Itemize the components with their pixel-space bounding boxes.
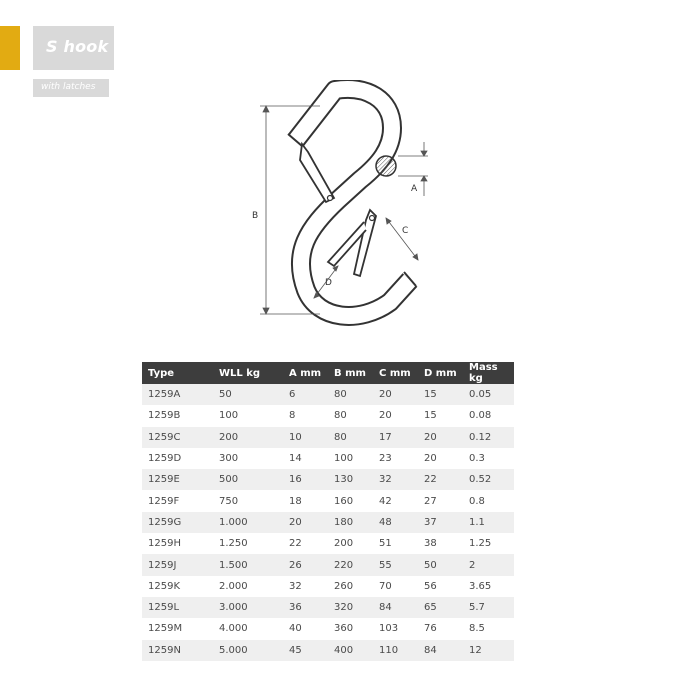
table-cell: 360 (328, 618, 373, 639)
table-cell: 20 (283, 512, 328, 533)
table-row (142, 405, 514, 426)
spec-table (142, 362, 514, 661)
table-cell: 32 (373, 469, 418, 490)
table-cell: 20 (418, 448, 463, 469)
table-cell: 100 (328, 448, 373, 469)
table-cell: 1259F (142, 490, 213, 511)
table-cell: 38 (418, 533, 463, 554)
table-cell: 500 (213, 469, 283, 490)
table-cell: 20 (373, 384, 418, 405)
table-cell: 1.250 (213, 533, 283, 554)
top-latch (300, 144, 334, 202)
table-row (142, 576, 514, 597)
page-subtitle: with latches (41, 82, 96, 92)
table-cell: 37 (418, 512, 463, 533)
label-b: B (252, 211, 259, 221)
table-cell: 80 (328, 427, 373, 448)
s-hook-diagram (240, 80, 440, 340)
column-header: B mm (328, 362, 373, 384)
table-cell: 15 (418, 405, 463, 426)
table-cell: 22 (418, 469, 463, 490)
table-cell: 3.65 (463, 576, 514, 597)
table-cell: 6 (283, 384, 328, 405)
table-cell: 84 (373, 597, 418, 618)
table-cell: 2.000 (213, 576, 283, 597)
label-d: D (325, 278, 332, 288)
table-cell: 1259G (142, 512, 213, 533)
table-cell: 1259L (142, 597, 213, 618)
table-cell: 0.3 (463, 448, 514, 469)
table-cell: 0.52 (463, 469, 514, 490)
table-cell: 17 (373, 427, 418, 448)
table-cell: 300 (213, 448, 283, 469)
table-row (142, 427, 514, 448)
table-cell: 750 (213, 490, 283, 511)
table-cell: 1259H (142, 533, 213, 554)
table-cell: 70 (373, 576, 418, 597)
cross-section (376, 156, 396, 176)
table-row (142, 490, 514, 511)
column-header: Mass kg (463, 362, 514, 384)
table-cell: 1.1 (463, 512, 514, 533)
table-cell: 18 (283, 490, 328, 511)
table-cell: 5.7 (463, 597, 514, 618)
table-row (142, 512, 514, 533)
table-cell: 1259E (142, 469, 213, 490)
table-cell: 180 (328, 512, 373, 533)
table-cell: 48 (373, 512, 418, 533)
table-row (142, 384, 514, 405)
table-cell: 20 (418, 427, 463, 448)
table-row (142, 618, 514, 639)
table-cell: 220 (328, 554, 373, 575)
table-cell: 0.12 (463, 427, 514, 448)
accent-bar (0, 26, 20, 70)
table-cell: 1259C (142, 427, 213, 448)
column-header: WLL kg (213, 362, 283, 384)
table-cell: 80 (328, 384, 373, 405)
table-row (142, 448, 514, 469)
table-cell: 3.000 (213, 597, 283, 618)
table-cell: 100 (213, 405, 283, 426)
table-cell: 1.25 (463, 533, 514, 554)
table-cell: 0.08 (463, 405, 514, 426)
table-cell: 65 (418, 597, 463, 618)
table-cell: 50 (418, 554, 463, 575)
table-cell: 27 (418, 490, 463, 511)
label-c: C (402, 226, 409, 236)
table-cell: 32 (283, 576, 328, 597)
table-cell: 260 (328, 576, 373, 597)
table-row (142, 533, 514, 554)
table-cell: 400 (328, 640, 373, 661)
table-cell: 20 (373, 405, 418, 426)
table-cell: 1.500 (213, 554, 283, 575)
table-cell: 45 (283, 640, 328, 661)
table-cell: 8.5 (463, 618, 514, 639)
table-cell: 55 (373, 554, 418, 575)
table-cell: 14 (283, 448, 328, 469)
dimension-c (386, 218, 418, 260)
table-cell: 16 (283, 469, 328, 490)
table-cell: 56 (418, 576, 463, 597)
table-cell: 1259M (142, 618, 213, 639)
label-a: A (411, 184, 418, 194)
column-header: D mm (418, 362, 463, 384)
table-cell: 110 (373, 640, 418, 661)
table-cell: 36 (283, 597, 328, 618)
table-row (142, 554, 514, 575)
table-cell: 320 (328, 597, 373, 618)
table-cell: 5.000 (213, 640, 283, 661)
table-cell: 42 (373, 490, 418, 511)
table-cell: 103 (373, 618, 418, 639)
table-cell: 1259J (142, 554, 213, 575)
table-cell: 1259K (142, 576, 213, 597)
table-cell: 160 (328, 490, 373, 511)
table-cell: 2 (463, 554, 514, 575)
table-cell: 200 (328, 533, 373, 554)
table-cell: 1259B (142, 405, 213, 426)
table-row (142, 597, 514, 618)
table-cell: 23 (373, 448, 418, 469)
bottom-latch (328, 210, 376, 276)
table-cell: 200 (213, 427, 283, 448)
table-cell: 1259N (142, 640, 213, 661)
table-cell: 1259D (142, 448, 213, 469)
table-cell: 8 (283, 405, 328, 426)
table-row (142, 469, 514, 490)
table-cell: 51 (373, 533, 418, 554)
table-cell: 84 (418, 640, 463, 661)
table-cell: 1259A (142, 384, 213, 405)
hook-body (296, 89, 410, 316)
table-cell: 4.000 (213, 618, 283, 639)
table-cell: 12 (463, 640, 514, 661)
column-header: Type (142, 362, 213, 384)
table-cell: 80 (328, 405, 373, 426)
table-cell: 50 (213, 384, 283, 405)
column-header: A mm (283, 362, 328, 384)
table-header-row (142, 362, 514, 384)
table-cell: 76 (418, 618, 463, 639)
table-cell: 40 (283, 618, 328, 639)
column-header: C mm (373, 362, 418, 384)
table-cell: 22 (283, 533, 328, 554)
table-cell: 26 (283, 554, 328, 575)
table-cell: 0.05 (463, 384, 514, 405)
table-cell: 15 (418, 384, 463, 405)
table-cell: 130 (328, 469, 373, 490)
table-cell: 10 (283, 427, 328, 448)
table-cell: 0.8 (463, 490, 514, 511)
page-title: S hook (46, 37, 109, 56)
table-cell: 1.000 (213, 512, 283, 533)
table-row (142, 640, 514, 661)
